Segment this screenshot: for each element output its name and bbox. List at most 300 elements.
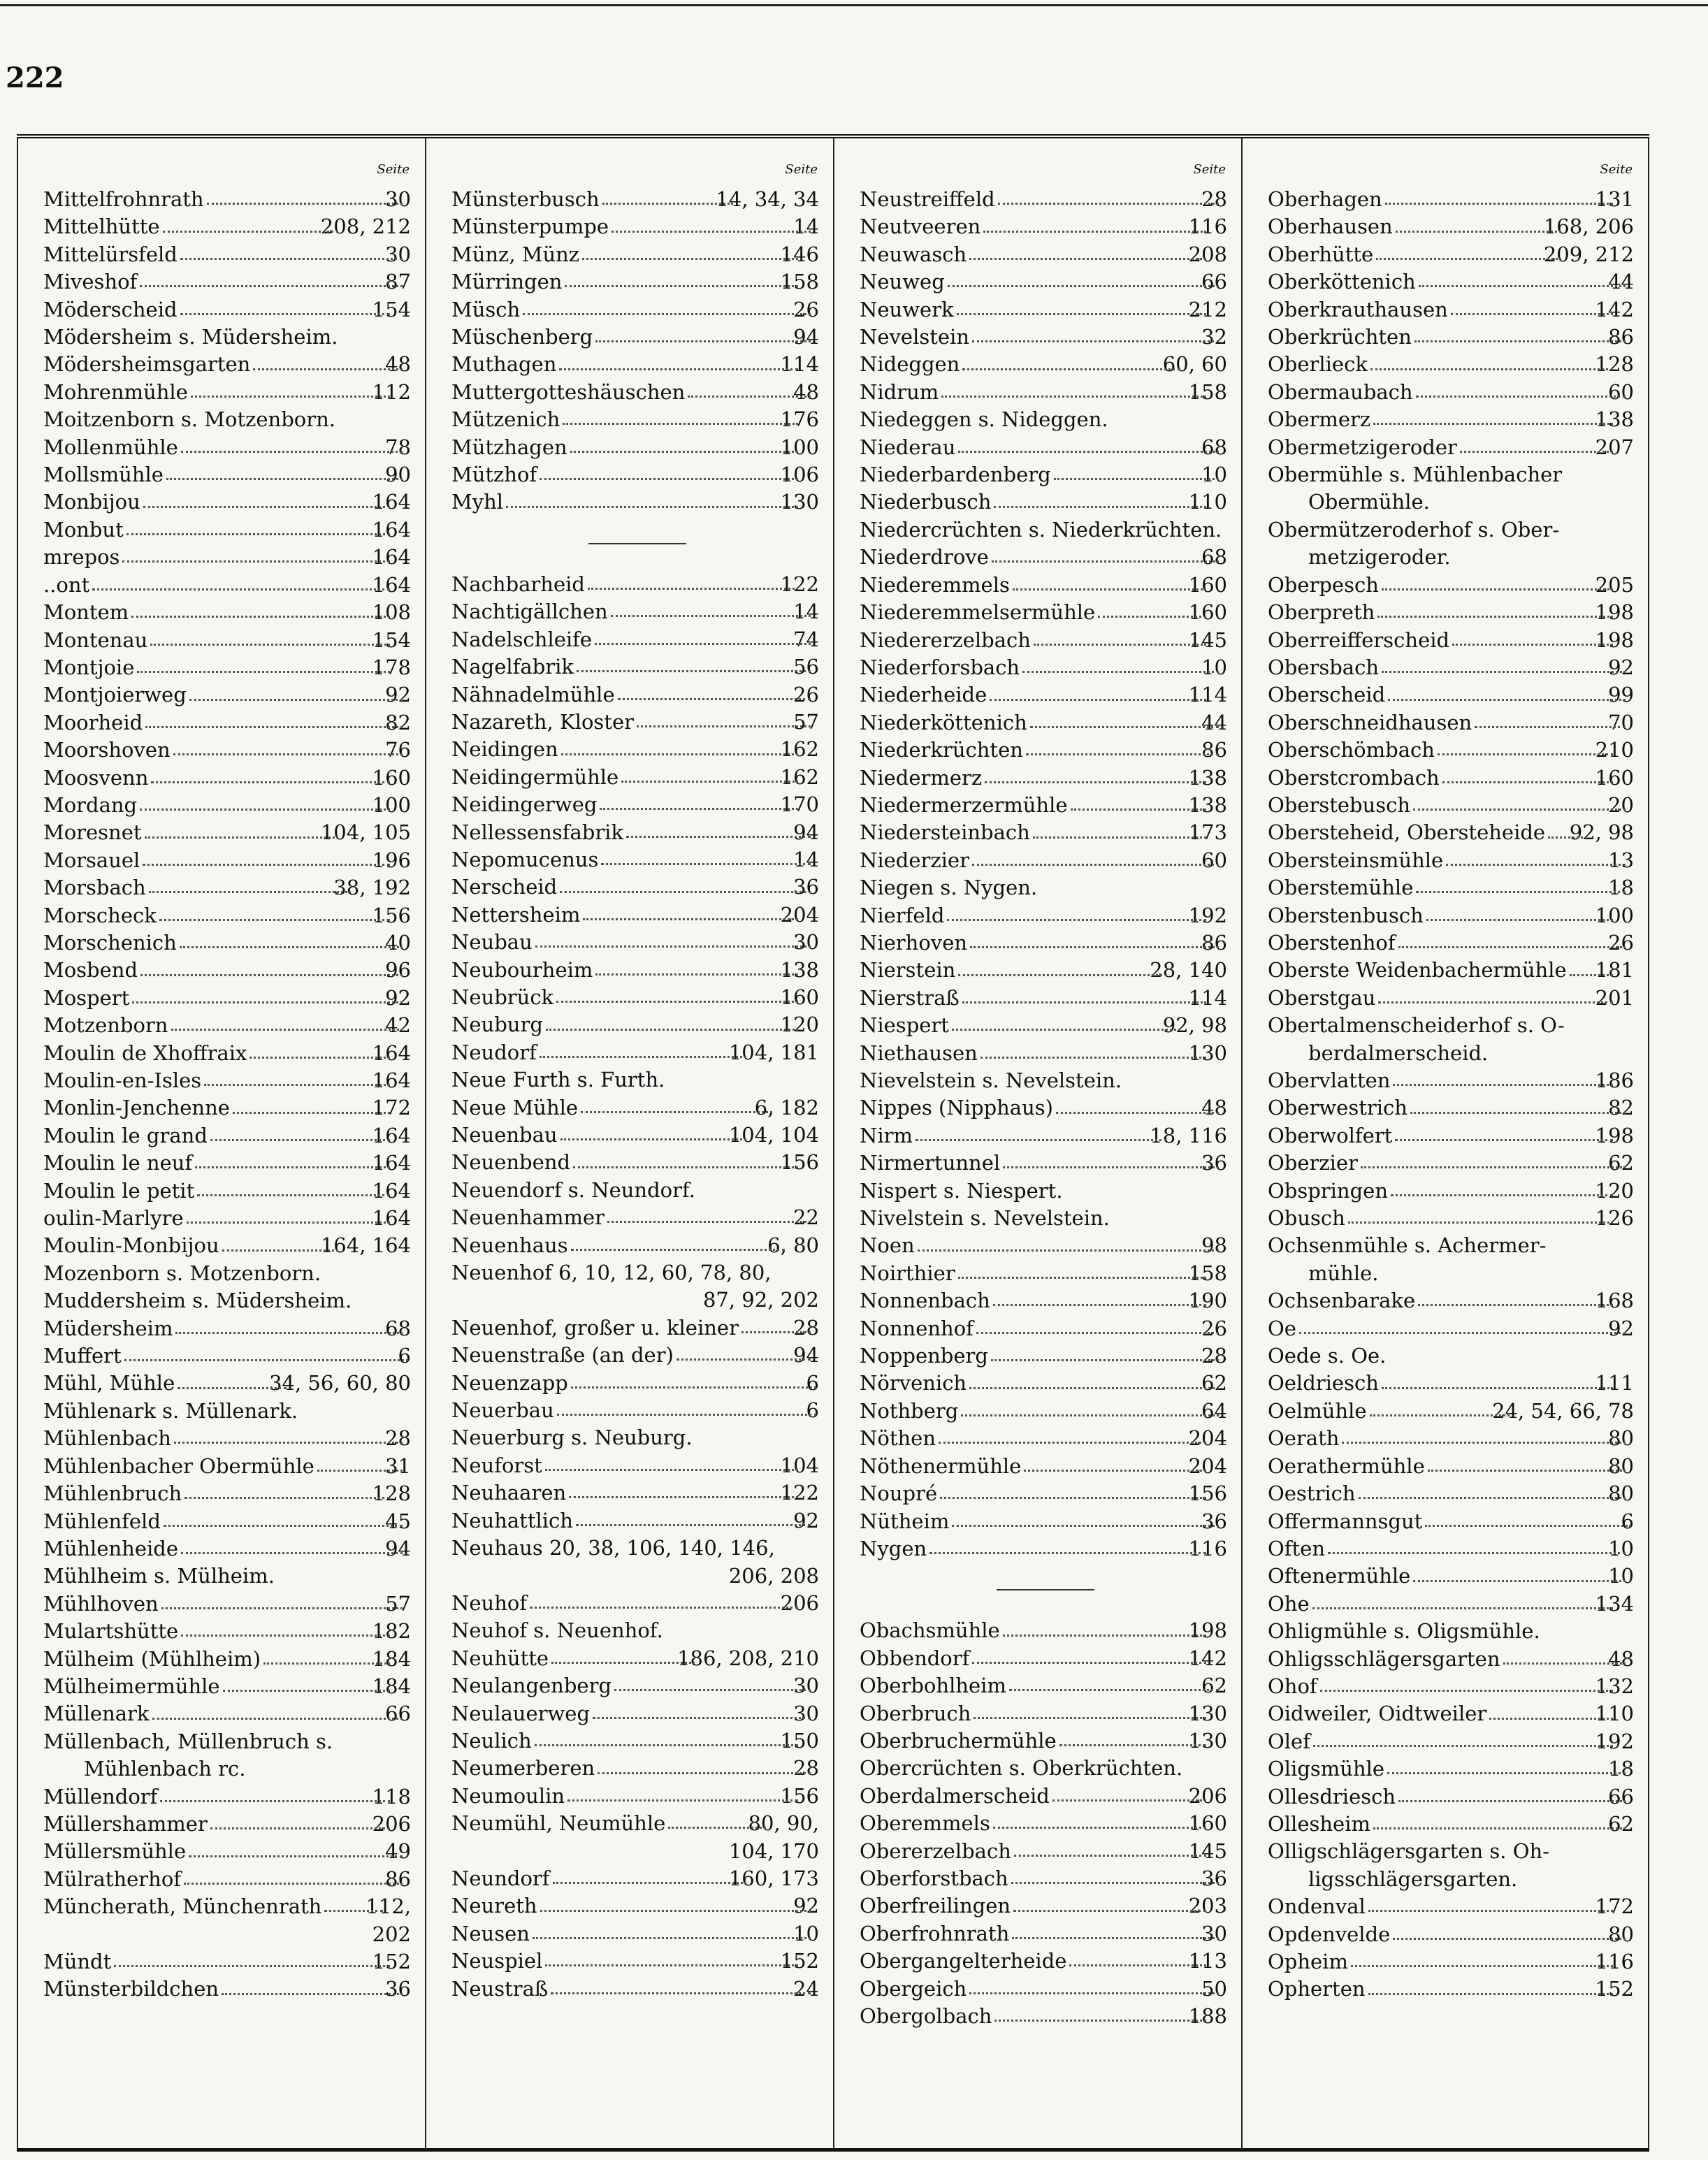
dot-leader — [175, 1332, 403, 1334]
index-entry — [43, 929, 415, 957]
index-entry — [1268, 213, 1638, 240]
dot-leader — [958, 974, 1167, 976]
entry-pages: 212 — [1188, 297, 1227, 321]
index-entry — [43, 681, 415, 709]
index-entry — [43, 764, 415, 792]
index-entry: Neuerbau 6 — [451, 1397, 823, 1424]
entry-name: Nadelschleife — [451, 627, 593, 651]
dot-leader — [535, 945, 811, 948]
entry-pages: 160 — [780, 985, 819, 1009]
index-column-4 — [1241, 138, 1649, 2148]
index-entry — [43, 1508, 415, 1535]
index-entry — [43, 1811, 415, 1838]
index-entry — [1268, 1976, 1638, 2003]
entry-pages: 28 — [793, 1315, 819, 1340]
index-entry — [43, 957, 415, 984]
dot-leader — [993, 1304, 1206, 1306]
index-entry — [860, 985, 1231, 1012]
entry-name: Mühlenbacher Obermühle — [43, 1454, 314, 1478]
entry-pages: 206 — [1188, 1783, 1227, 1808]
entry-name: Obermerz — [1268, 407, 1371, 432]
entry-pages: 108 — [372, 600, 411, 625]
entry-name: Niedermerzermühle — [860, 792, 1068, 817]
entry-pages: 98 — [1201, 1233, 1227, 1258]
index-entry — [860, 1122, 1231, 1150]
index-entry — [1268, 379, 1638, 406]
index-entry — [860, 1453, 1231, 1480]
entry-name: Müsch — [451, 297, 521, 321]
entry-name: Neue Furth s. Furth. — [451, 1068, 665, 1092]
entry-pages: 208 — [1188, 242, 1227, 266]
dot-leader — [545, 1964, 797, 1966]
entry-pages: 66 — [385, 1702, 411, 1726]
index-entry — [451, 957, 823, 984]
entry-name: Obermützeroderhof s. Ober- — [1268, 517, 1560, 542]
entry-continuation: Obermühle. — [1308, 490, 1430, 514]
entry-pages: 30 — [793, 930, 819, 955]
entry-name: Nachtigällchen — [451, 600, 608, 624]
entry-name: Neulich — [451, 1728, 532, 1753]
entry-pages: 10 — [1608, 1564, 1634, 1588]
dot-leader — [556, 1001, 798, 1003]
dot-leader — [948, 285, 1219, 287]
entry-pages: 31 — [385, 1454, 411, 1478]
index-entry — [43, 1287, 415, 1314]
dot-leader — [1425, 1525, 1631, 1527]
dot-leader — [263, 1662, 390, 1665]
index-entry — [451, 1865, 823, 1892]
dot-leader — [187, 1222, 390, 1224]
index-entry — [1268, 654, 1638, 681]
index-entry — [860, 1508, 1231, 1535]
entry-pages: 120 — [1595, 1178, 1634, 1203]
entry-pages: 128 — [372, 1481, 411, 1506]
entry-pages: 92 — [793, 1508, 819, 1532]
entry-pages: 66 — [1201, 270, 1227, 294]
entry-name: Mülheim (Mühlheim) — [43, 1646, 261, 1671]
entry-name: Oberkrüchten — [1268, 325, 1412, 349]
entry-name: Niederkrüchten — [860, 738, 1023, 762]
dot-leader — [1446, 864, 1626, 866]
index-entry — [451, 1507, 823, 1535]
dot-leader — [980, 1057, 1206, 1059]
index-entry — [43, 627, 415, 654]
index-entry — [860, 1177, 1231, 1205]
entry-name: Oberstcrombach — [1268, 765, 1440, 790]
index-entry — [860, 1948, 1231, 1975]
entry-name: Opheim — [1268, 1950, 1348, 1973]
index-entry — [451, 1342, 823, 1369]
index-table — [17, 134, 1649, 2152]
dot-leader — [181, 451, 403, 453]
entry-name: ..ont — [43, 572, 90, 597]
index-entry — [860, 461, 1231, 488]
dot-leader — [143, 506, 390, 508]
index-entry — [1268, 461, 1638, 488]
dot-leader — [941, 396, 1206, 398]
entry-name: mrepos — [43, 545, 120, 570]
entry-pages: 164 — [372, 1041, 411, 1065]
index-entry — [43, 1618, 415, 1645]
entry-name: Oberhausen — [1268, 215, 1393, 239]
entry-pages: 114 — [1188, 683, 1227, 707]
entry-name: Neutveeren — [860, 215, 981, 239]
dot-leader — [126, 533, 390, 535]
entry-pages: 68 — [385, 1316, 411, 1340]
entry-pages: 130 — [780, 490, 819, 514]
dot-leader — [1393, 1938, 1626, 1940]
entry-pages: 36 — [1201, 1151, 1227, 1175]
entry-name: Neulauerweg — [451, 1701, 591, 1725]
entry-name: Obergeich — [860, 1976, 967, 2001]
index-entry: Offermannsgut 6 — [1268, 1508, 1638, 1535]
entry-name: Mittelürsfeld — [43, 242, 178, 266]
entry-name: Morscheck — [43, 903, 157, 927]
index-entry — [1268, 434, 1638, 461]
entry-pages: 44 — [1201, 710, 1227, 734]
entry-name: Obusch — [1268, 1206, 1345, 1231]
dot-leader — [952, 1525, 1219, 1527]
dot-leader — [1378, 1001, 1612, 1003]
dot-leader — [1033, 836, 1206, 839]
entry-name: Obersbach — [1268, 655, 1380, 679]
dot-leader — [191, 396, 390, 398]
entry-name: Mosbend — [43, 958, 138, 983]
index-entry — [43, 1646, 415, 1673]
dot-leader — [189, 1855, 403, 1857]
dot-leader — [1069, 1964, 1206, 1966]
entry-name: Muffert — [43, 1344, 122, 1368]
entry-pages: 68 — [1201, 435, 1227, 459]
index-entry — [1268, 1535, 1638, 1563]
entry-pages: 164 — [372, 1151, 411, 1175]
entry-name: Oberlieck — [1268, 352, 1368, 377]
index-entry — [43, 1260, 415, 1287]
entry-pages: 106 — [780, 463, 819, 487]
index-entry — [1268, 1453, 1638, 1480]
index-entry — [43, 1232, 415, 1259]
entry-pages: 13 — [1608, 848, 1634, 872]
dot-leader — [1299, 1332, 1626, 1334]
entry-name: Motzenborn — [43, 1013, 168, 1038]
entry-name: Oberpesch — [1268, 572, 1379, 597]
dot-leader — [1398, 1800, 1626, 1802]
index-entry — [1268, 1122, 1638, 1150]
entry-pages: 49 — [385, 1839, 411, 1864]
entry-name: Oidweiler, Oidtweiler — [1268, 1702, 1487, 1726]
entry-name: Müllenbach, Müllenbruch s. — [43, 1729, 333, 1753]
entry-pages: 142 — [1595, 297, 1634, 321]
dot-leader — [1489, 1718, 1612, 1720]
index-entry — [860, 1398, 1231, 1425]
entry-name: Müllershammer — [43, 1811, 208, 1836]
index-entry — [860, 1535, 1231, 1563]
index-entry: Neuenzapp 6 — [451, 1370, 823, 1397]
entry-pages: 154 — [372, 297, 411, 321]
dot-leader — [994, 506, 1206, 508]
entry-name: Moulin le neuf — [43, 1151, 193, 1175]
dot-leader — [1414, 340, 1626, 342]
entry-list — [451, 186, 823, 516]
entry-pages: 48 — [1608, 1646, 1634, 1671]
dot-leader — [969, 258, 1206, 260]
index-entry — [860, 186, 1231, 213]
entry-pages: 116 — [1595, 1950, 1634, 1973]
dot-leader — [1398, 946, 1626, 948]
index-entry — [860, 764, 1231, 792]
entry-pages: 6, 182 — [754, 1095, 819, 1119]
dot-leader — [614, 1689, 811, 1691]
dot-leader — [164, 1525, 403, 1527]
entry-name: Niederforsbach — [860, 655, 1020, 679]
entry-name: Niederemmels — [860, 572, 1010, 597]
dot-leader — [560, 1138, 746, 1140]
dot-leader — [181, 1635, 389, 1637]
entry-pages: 128 — [1595, 352, 1634, 377]
index-entry — [43, 572, 415, 599]
dot-leader — [1413, 1580, 1626, 1582]
entry-name: Nagelfabrik — [451, 655, 574, 679]
index-entry — [860, 406, 1231, 433]
index-entry — [1268, 874, 1638, 901]
entry-pages: 92 — [1608, 655, 1634, 679]
index-entry — [860, 1067, 1231, 1094]
entry-name: Often — [1268, 1536, 1326, 1560]
entry-list — [1268, 186, 1638, 2003]
entry-pages: 80 — [1608, 1454, 1634, 1478]
entry-pages: 182 — [372, 1619, 411, 1644]
index-entry — [860, 1920, 1231, 1948]
dot-leader — [958, 451, 1219, 453]
index-entry — [451, 764, 823, 791]
entry-name: Neuwasch — [860, 242, 967, 266]
entry-name: Neuenstraße (an der) — [451, 1343, 674, 1368]
index-entry — [451, 296, 823, 324]
entry-name: Neuendorf s. Neundorf. — [451, 1177, 695, 1202]
index-entry — [43, 1122, 415, 1150]
entry-name: Neuenhammer — [451, 1205, 605, 1230]
index-entry — [1268, 681, 1638, 709]
entry-name: Neuhütte — [451, 1646, 549, 1670]
index-entry — [43, 1590, 415, 1618]
dot-leader — [557, 1414, 816, 1416]
dot-leader — [918, 1249, 1219, 1252]
entry-pages: 110 — [1188, 490, 1227, 514]
entry-pages: 10 — [1201, 463, 1227, 487]
index-entry — [860, 1287, 1231, 1314]
dot-leader — [184, 1883, 403, 1885]
entry-name: Oberstgau — [1268, 985, 1376, 1010]
index-entry — [860, 572, 1231, 599]
dot-leader — [171, 1029, 403, 1031]
entry-continuation: ligsschlägersgarten. — [1308, 1867, 1518, 1891]
entry-name: Müllendorf — [43, 1784, 158, 1809]
entry-pages: 92 — [793, 1894, 819, 1918]
entry-pages: 48 — [1201, 1096, 1227, 1120]
entry-name: Oberdalmerscheid — [860, 1783, 1050, 1808]
index-column-3 — [833, 138, 1241, 2148]
entry-pages: 201 — [1595, 985, 1634, 1010]
index-entry — [860, 681, 1231, 709]
entry-name: Montenau — [43, 628, 148, 652]
entry-name: Mozenborn s. Motzenborn. — [43, 1261, 321, 1285]
index-entry — [860, 379, 1231, 406]
index-entry — [43, 461, 415, 488]
entry-name: Moorheid — [43, 710, 143, 734]
index-entry — [1268, 902, 1638, 929]
entry-name: Neuenzapp — [451, 1370, 568, 1395]
entry-pages: 24 — [793, 1976, 819, 2001]
entry-name: Noppenberg — [860, 1344, 988, 1368]
entry-pages: 145 — [1188, 628, 1227, 652]
entry-pages: 100 — [1595, 903, 1634, 927]
index-entry — [451, 736, 823, 763]
dot-leader — [551, 1662, 695, 1664]
entry-pages: 28 — [793, 1756, 819, 1781]
entry-name: oulin-Marlyre — [43, 1206, 184, 1231]
dot-leader — [611, 231, 811, 233]
index-entry — [451, 929, 823, 956]
entry-name: Münsterbusch — [451, 187, 600, 211]
entry-pages: 203 — [1188, 1894, 1227, 1918]
dot-leader — [223, 1690, 390, 1692]
entry-name: Neusen — [451, 1921, 530, 1945]
entry-name: Niederdrove — [860, 545, 989, 570]
entry-name: Oberhagen — [1268, 187, 1382, 211]
dot-leader — [1054, 478, 1219, 480]
dot-leader — [173, 753, 403, 755]
entry-pages: 188 — [1188, 2004, 1227, 2028]
entry-name: Oe — [1268, 1316, 1296, 1340]
entry-pages: 86 — [1608, 325, 1634, 349]
index-entry — [451, 1617, 823, 1644]
dot-leader — [210, 1827, 390, 1829]
dot-leader — [506, 506, 798, 508]
entry-pages: 156 — [780, 1783, 819, 1808]
entry-pages: 114 — [780, 352, 819, 377]
entry-pages: 168, 206 — [1543, 215, 1634, 239]
dot-leader — [1387, 1772, 1626, 1774]
entry-name: Niedercrüchten s. Niederkrüchten. — [860, 517, 1222, 542]
dot-leader — [741, 1331, 811, 1333]
entry-name: Nievelstein s. Nevelstein. — [860, 1068, 1122, 1092]
index-entry: Muffert 6 — [43, 1342, 415, 1370]
index-entry — [451, 461, 823, 488]
index-entry — [43, 213, 415, 240]
dot-leader — [1393, 1084, 1612, 1086]
entry-pages: 10 — [793, 1921, 819, 1945]
index-entry — [43, 1976, 415, 2003]
entry-name: Ollesheim — [1268, 1811, 1370, 1836]
index-entry — [1268, 819, 1638, 846]
entry-pages: 205 — [1595, 572, 1634, 597]
dot-leader — [1377, 616, 1612, 618]
entry-pages: 48 — [793, 379, 819, 404]
entry-name: Neubourheim — [451, 957, 593, 982]
entry-name: Oberstemühle — [1268, 876, 1414, 900]
index-entry — [860, 1205, 1231, 1232]
index-entry — [860, 654, 1231, 681]
dot-leader — [600, 808, 797, 810]
entry-pages: 94 — [793, 1343, 819, 1368]
index-entry — [860, 268, 1231, 296]
entry-name: Müncherath, Münchenrath — [43, 1894, 322, 1919]
index-entry — [43, 1067, 415, 1094]
entry-name: Nerscheid — [451, 875, 558, 899]
entry-pages: 190 — [1188, 1289, 1227, 1313]
index-entry — [1268, 599, 1638, 626]
dot-leader — [1419, 285, 1626, 287]
entry-name: Neumühl, Neumühle — [451, 1811, 666, 1836]
entry-name: Mülratherhof — [43, 1867, 182, 1891]
index-entry — [451, 1810, 823, 1837]
entry-name: Mollsmühle — [43, 463, 164, 487]
entry-pages: 60 — [1201, 848, 1227, 872]
entry-name: Nispert s. Niespert. — [860, 1178, 1063, 1203]
index-entry — [1268, 847, 1638, 874]
index-entry — [451, 653, 823, 681]
index-entry — [43, 599, 415, 626]
dot-leader — [540, 1056, 746, 1058]
dot-leader — [994, 2020, 1206, 2022]
index-entry — [1268, 1811, 1638, 1838]
entry-pages: 206 — [780, 1590, 819, 1615]
entry-name: Neuspiel — [451, 1949, 543, 1973]
entry-name: Mühlheim s. Mülheim. — [43, 1564, 275, 1588]
index-entry — [860, 1260, 1231, 1287]
entry-pages: 160, 173 — [728, 1866, 819, 1890]
entry-pages: 86 — [385, 1867, 411, 1891]
index-entry — [451, 1590, 823, 1617]
entry-name: Mülheimermühle — [43, 1674, 220, 1698]
index-entry — [1268, 1150, 1638, 1177]
dot-leader — [969, 1387, 1219, 1389]
dot-leader — [1416, 891, 1626, 893]
index-entry — [1268, 1646, 1638, 1673]
index-entry — [43, 1673, 415, 1700]
index-entry — [43, 1370, 415, 1397]
entry-name: Neuhaaren — [451, 1481, 567, 1505]
entry-name: Niederbardenberg — [860, 463, 1051, 487]
entry-name: Mühlenbruch — [43, 1481, 182, 1506]
entry-pages: 22 — [793, 1205, 819, 1230]
dot-leader — [595, 340, 811, 342]
entry-pages: 210 — [1595, 738, 1634, 762]
dot-leader — [145, 726, 403, 728]
entry-pages: 138 — [1188, 792, 1227, 817]
entry-name: Oestrich — [1268, 1481, 1356, 1506]
entry-pages: 204 — [780, 902, 819, 927]
entry-name: Neuenhof 6, 10, 12, 60, 78, 80, — [451, 1261, 772, 1285]
index-entry — [451, 1259, 823, 1286]
index-entry — [43, 268, 415, 296]
index-entry — [860, 709, 1231, 737]
entry-name: Möderscheid — [43, 297, 178, 321]
entry-pages: 186 — [1595, 1068, 1634, 1092]
entry-pages: 164 — [372, 1206, 411, 1231]
entry-name: Nütheim — [860, 1509, 950, 1533]
index-entry — [860, 434, 1231, 461]
index-entry — [860, 1865, 1231, 1892]
dot-leader — [1368, 1993, 1613, 1995]
index-entry — [860, 847, 1231, 874]
entry-pages: 62 — [1608, 1811, 1634, 1836]
dot-leader — [535, 1744, 798, 1746]
entry-pages: 57 — [385, 1591, 411, 1616]
entry-pages: 198 — [1188, 1618, 1227, 1643]
entry-pages: 44 — [1608, 270, 1634, 294]
entry-name: Nirm — [860, 1123, 913, 1147]
